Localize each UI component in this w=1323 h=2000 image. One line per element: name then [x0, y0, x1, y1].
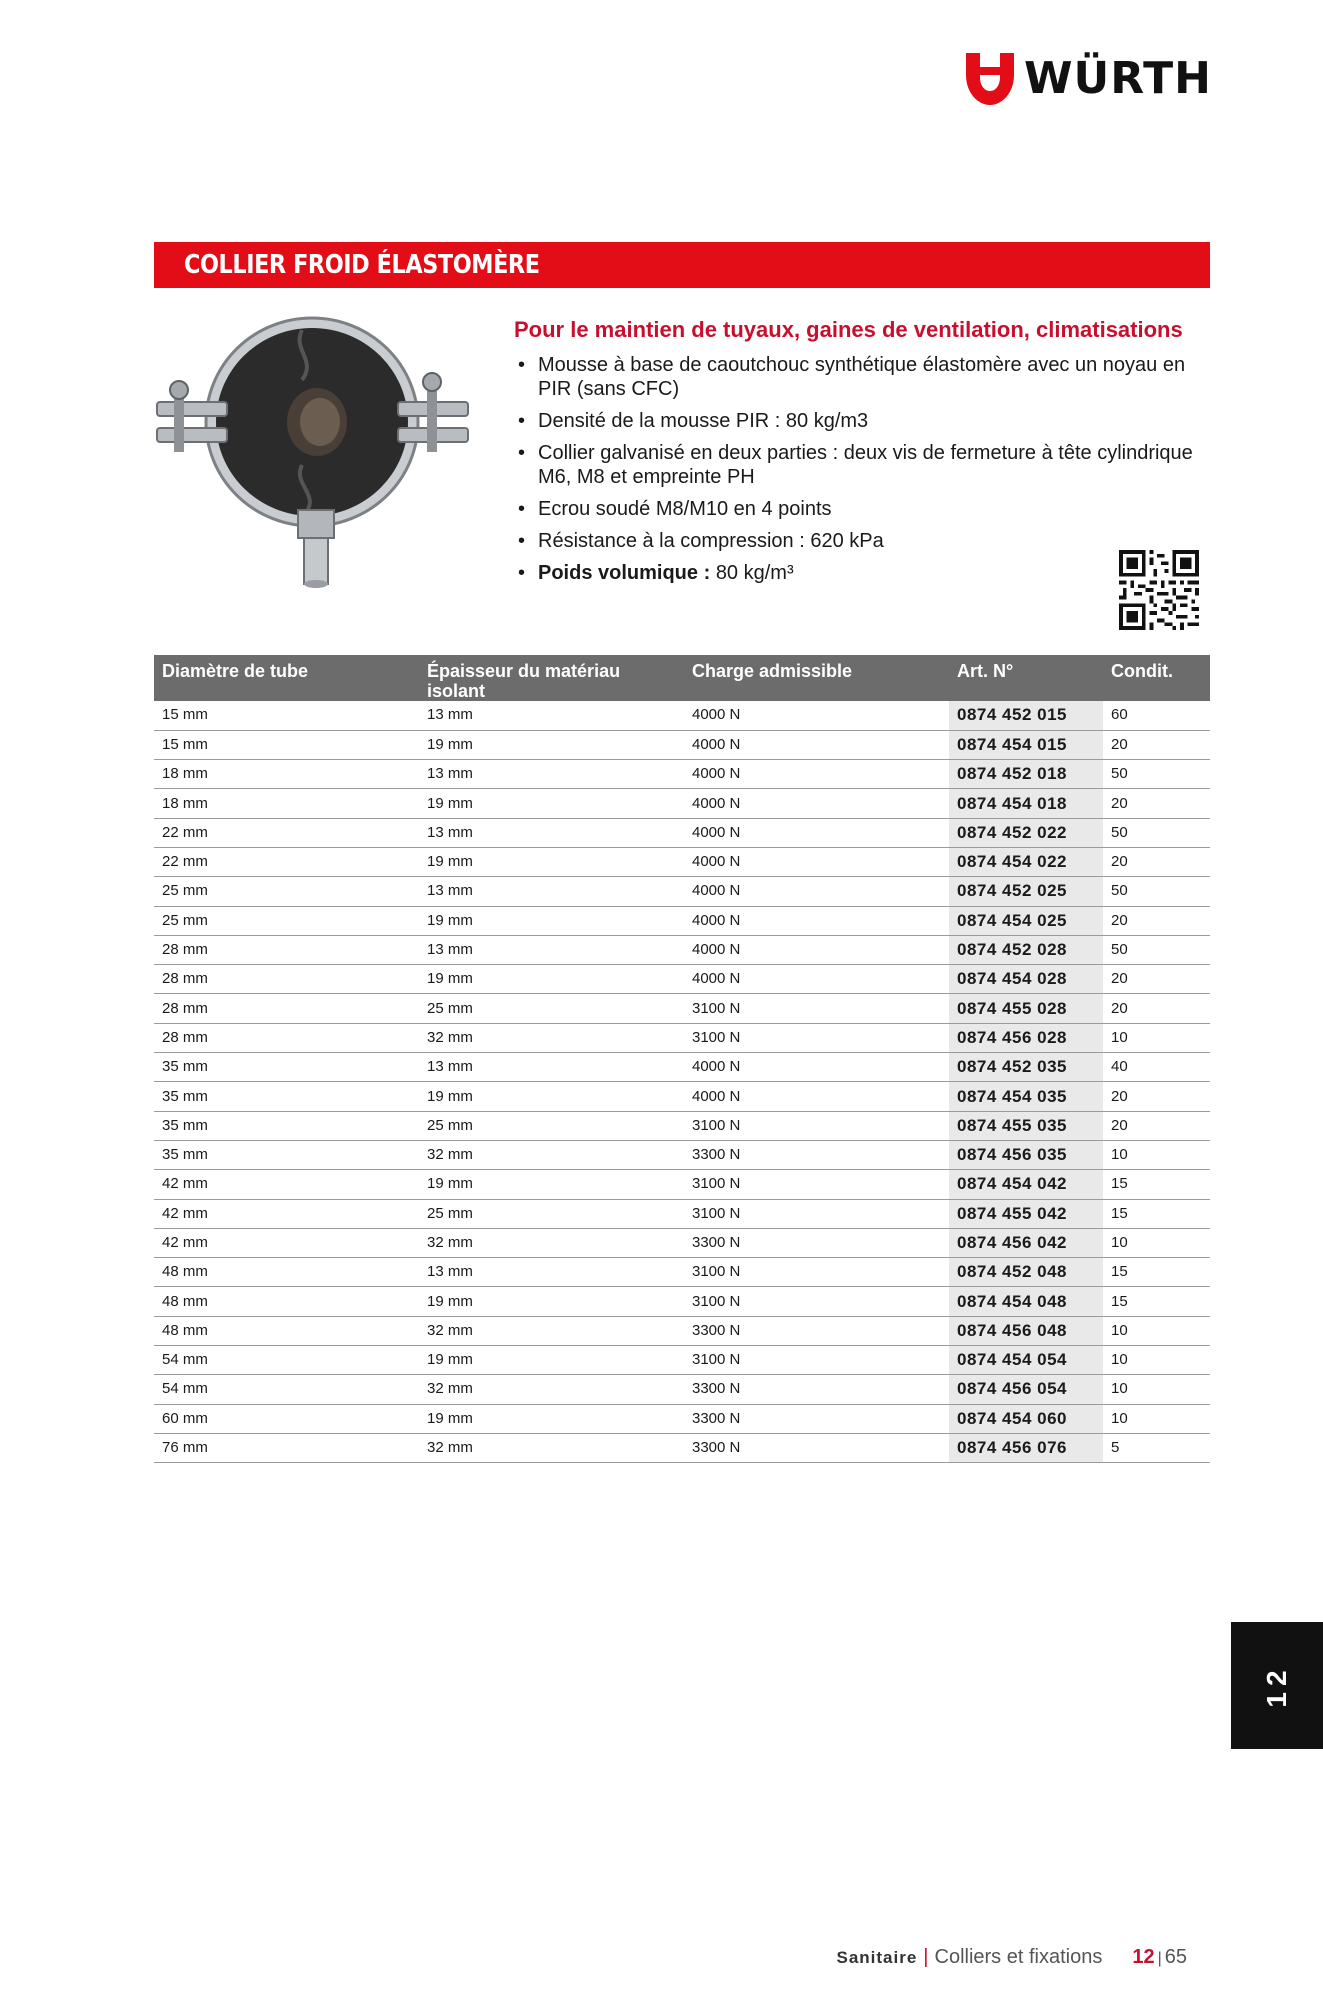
cell-thickness: 13 mm: [419, 701, 684, 730]
cell-thickness: 19 mm: [419, 730, 684, 759]
wurth-logo: [966, 52, 1212, 106]
cell-article-number: 0874 456 028: [949, 1023, 1103, 1052]
table-row: [154, 1023, 1210, 1052]
cell-thickness: 32 mm: [419, 1228, 684, 1257]
table-row: [154, 1258, 1210, 1287]
cell-thickness: 19 mm: [419, 1082, 684, 1111]
cell-load: 3100 N: [684, 1023, 949, 1052]
cell-diameter: 60 mm: [154, 1404, 419, 1433]
chapter-tab[interactable]: [1231, 1622, 1323, 1749]
cell-load: 4000 N: [684, 877, 949, 906]
footer-chapter: Colliers et fixations: [934, 1946, 1103, 1968]
cell-diameter: 35 mm: [154, 1053, 419, 1082]
cell-thickness: 19 mm: [419, 1287, 684, 1316]
section-header-bar: [154, 242, 1210, 288]
cell-packaging: 20: [1103, 1082, 1210, 1111]
cell-article-number: 0874 455 028: [949, 994, 1103, 1023]
cell-diameter: 42 mm: [154, 1199, 419, 1228]
feature-item: • Résistance à la compression : 620 kPa: [514, 529, 1204, 553]
cell-thickness: 32 mm: [419, 1433, 684, 1462]
table-row: [154, 701, 1210, 730]
cell-thickness: 19 mm: [419, 906, 684, 935]
cell-packaging: 50: [1103, 877, 1210, 906]
table-row: [154, 789, 1210, 818]
cell-packaging: 20: [1103, 730, 1210, 759]
table-row: [154, 1111, 1210, 1140]
cell-diameter: 28 mm: [154, 965, 419, 994]
cell-article-number: 0874 454 035: [949, 1082, 1103, 1111]
cell-diameter: 28 mm: [154, 994, 419, 1023]
table-row: [154, 1346, 1210, 1375]
cell-diameter: 54 mm: [154, 1346, 419, 1375]
footer-section: Sanitaire: [836, 1948, 918, 1967]
header-thickness: Épaisseur du matériau isolant: [419, 655, 684, 701]
cell-diameter: 25 mm: [154, 906, 419, 935]
cell-diameter: 35 mm: [154, 1140, 419, 1169]
cell-thickness: 13 mm: [419, 818, 684, 847]
header-load: Charge admissible: [684, 655, 949, 701]
cell-article-number: 0874 456 076: [949, 1433, 1103, 1462]
feature-item-weight: [514, 561, 1204, 585]
cell-thickness: 32 mm: [419, 1140, 684, 1169]
cell-article-number: 0874 456 048: [949, 1316, 1103, 1345]
cell-thickness: 32 mm: [419, 1023, 684, 1052]
table-row: [154, 1228, 1210, 1257]
cell-packaging: 15: [1103, 1170, 1210, 1199]
product-headline: Pour le maintien de tuyaux, gaines de ventilation, climatisations: [514, 317, 1183, 342]
cell-thickness: 25 mm: [419, 1111, 684, 1140]
header-packaging: Condit.: [1103, 655, 1210, 701]
cell-thickness: 19 mm: [419, 847, 684, 876]
cell-load: 4000 N: [684, 935, 949, 964]
cell-diameter: 18 mm: [154, 760, 419, 789]
table-body: [154, 701, 1210, 1463]
cell-thickness: 32 mm: [419, 1316, 684, 1345]
cell-packaging: 10: [1103, 1404, 1210, 1433]
header-article-number: Art. N°: [949, 655, 1103, 701]
table-row: [154, 1199, 1210, 1228]
cell-load: 4000 N: [684, 789, 949, 818]
cell-article-number: 0874 455 035: [949, 1111, 1103, 1140]
cell-thickness: 19 mm: [419, 1170, 684, 1199]
cell-packaging: 20: [1103, 789, 1210, 818]
cell-packaging: 20: [1103, 965, 1210, 994]
cell-article-number: 0874 454 022: [949, 847, 1103, 876]
cell-packaging: 15: [1103, 1287, 1210, 1316]
cell-article-number: 0874 452 025: [949, 877, 1103, 906]
cell-load: 3300 N: [684, 1375, 949, 1404]
feature-item: • Densité de la mousse PIR : 80 kg/m3: [514, 409, 1204, 433]
cell-load: 3100 N: [684, 1199, 949, 1228]
section-title: COLLIER FROID ÉLASTOMÈRE: [184, 250, 540, 280]
cell-packaging: 15: [1103, 1199, 1210, 1228]
footer-separator: |: [923, 1946, 929, 1968]
cell-article-number: 0874 454 018: [949, 789, 1103, 818]
cell-load: 4000 N: [684, 1053, 949, 1082]
feature-item: • Mousse à base de caoutchouc synthétique élastomère avec un noyau en PIR (sans CFC): [514, 353, 1204, 401]
cell-packaging: 10: [1103, 1346, 1210, 1375]
cell-packaging: 15: [1103, 1258, 1210, 1287]
cell-packaging: 10: [1103, 1140, 1210, 1169]
cell-article-number: 0874 454 025: [949, 906, 1103, 935]
cell-load: 3300 N: [684, 1404, 949, 1433]
table-row: [154, 877, 1210, 906]
cell-packaging: 50: [1103, 760, 1210, 789]
cell-article-number: 0874 452 018: [949, 760, 1103, 789]
cell-diameter: 22 mm: [154, 818, 419, 847]
header-diameter: Diamètre de tube: [154, 655, 419, 701]
cell-packaging: 5: [1103, 1433, 1210, 1462]
table-row: [154, 935, 1210, 964]
cell-diameter: 28 mm: [154, 1023, 419, 1052]
cell-diameter: 42 mm: [154, 1228, 419, 1257]
footer-page-number: 12: [1132, 1946, 1155, 1968]
feature-value: 80 kg/m³: [715, 562, 794, 584]
cell-article-number: 0874 452 015: [949, 701, 1103, 730]
feature-item: • Ecrou soudé M8/M10 en 4 points: [514, 497, 1204, 521]
cell-article-number: 0874 452 048: [949, 1258, 1103, 1287]
pipe-clamp-image: [152, 310, 492, 590]
cell-load: 4000 N: [684, 701, 949, 730]
footer-page-separator: |: [1157, 1950, 1162, 1967]
cell-thickness: 13 mm: [419, 935, 684, 964]
cell-load: 4000 N: [684, 818, 949, 847]
cell-diameter: 22 mm: [154, 847, 419, 876]
cell-article-number: 0874 456 042: [949, 1228, 1103, 1257]
cell-diameter: 28 mm: [154, 935, 419, 964]
cell-packaging: 20: [1103, 1111, 1210, 1140]
cell-article-number: 0874 456 035: [949, 1140, 1103, 1169]
page-footer: [836, 1946, 1187, 1969]
cell-thickness: 32 mm: [419, 1375, 684, 1404]
wurth-logo-icon: [966, 53, 1014, 105]
cell-thickness: 13 mm: [419, 760, 684, 789]
cell-load: 4000 N: [684, 847, 949, 876]
cell-article-number: 0874 455 042: [949, 1199, 1103, 1228]
cell-diameter: 48 mm: [154, 1316, 419, 1345]
qr-code-icon[interactable]: [1118, 550, 1200, 630]
cell-load: 3100 N: [684, 994, 949, 1023]
cell-load: 3100 N: [684, 1170, 949, 1199]
cell-packaging: 10: [1103, 1316, 1210, 1345]
cell-load: 3300 N: [684, 1140, 949, 1169]
table-row: [154, 818, 1210, 847]
cell-diameter: 15 mm: [154, 730, 419, 759]
cell-article-number: 0874 452 022: [949, 818, 1103, 847]
cell-packaging: 10: [1103, 1023, 1210, 1052]
table-row: [154, 1082, 1210, 1111]
cell-packaging: 10: [1103, 1375, 1210, 1404]
cell-thickness: 19 mm: [419, 1404, 684, 1433]
cell-load: 3100 N: [684, 1287, 949, 1316]
table-row: [154, 1170, 1210, 1199]
cell-article-number: 0874 454 048: [949, 1287, 1103, 1316]
cell-thickness: 19 mm: [419, 789, 684, 818]
feature-item: • Collier galvanisé en deux parties : deux vis de fermeture à tête cylindrique M6, M8 et empreinte PH: [514, 441, 1204, 489]
table-header-row: [154, 655, 1210, 701]
cell-load: 4000 N: [684, 760, 949, 789]
footer-page-total: 65: [1164, 1946, 1187, 1968]
cell-thickness: 13 mm: [419, 1053, 684, 1082]
table-row: [154, 1287, 1210, 1316]
cell-article-number: 0874 452 035: [949, 1053, 1103, 1082]
table-row: [154, 994, 1210, 1023]
table-row: [154, 1375, 1210, 1404]
cell-packaging: 20: [1103, 994, 1210, 1023]
cell-diameter: 76 mm: [154, 1433, 419, 1462]
cell-load: 3300 N: [684, 1433, 949, 1462]
cell-packaging: 50: [1103, 818, 1210, 847]
cell-load: 4000 N: [684, 1082, 949, 1111]
cell-thickness: 19 mm: [419, 1346, 684, 1375]
cell-load: 4000 N: [684, 730, 949, 759]
cell-article-number: 0874 454 042: [949, 1170, 1103, 1199]
product-description: [514, 316, 1204, 593]
cell-packaging: 20: [1103, 906, 1210, 935]
cell-packaging: 50: [1103, 935, 1210, 964]
cell-load: 3100 N: [684, 1111, 949, 1140]
table-row: [154, 730, 1210, 759]
cell-article-number: 0874 454 015: [949, 730, 1103, 759]
cell-load: 3300 N: [684, 1228, 949, 1257]
cell-diameter: 42 mm: [154, 1170, 419, 1199]
table-row: [154, 1404, 1210, 1433]
feature-list: [514, 353, 1204, 585]
cell-packaging: 40: [1103, 1053, 1210, 1082]
cell-article-number: 0874 454 060: [949, 1404, 1103, 1433]
cell-load: 3100 N: [684, 1258, 949, 1287]
cell-packaging: 10: [1103, 1228, 1210, 1257]
cell-diameter: 48 mm: [154, 1258, 419, 1287]
cell-load: 4000 N: [684, 965, 949, 994]
table-row: [154, 965, 1210, 994]
brand-name: WÜRTH: [1024, 53, 1213, 104]
cell-diameter: 25 mm: [154, 877, 419, 906]
cell-article-number: 0874 452 028: [949, 935, 1103, 964]
chapter-tab-label: 12: [1261, 1663, 1292, 1708]
table-row: [154, 847, 1210, 876]
cell-thickness: 25 mm: [419, 1199, 684, 1228]
table-row: [154, 906, 1210, 935]
cell-packaging: 20: [1103, 847, 1210, 876]
cell-diameter: 18 mm: [154, 789, 419, 818]
table-row: [154, 760, 1210, 789]
cell-diameter: 54 mm: [154, 1375, 419, 1404]
cell-load: 3100 N: [684, 1346, 949, 1375]
cell-article-number: 0874 454 028: [949, 965, 1103, 994]
cell-diameter: 48 mm: [154, 1287, 419, 1316]
cell-thickness: 13 mm: [419, 877, 684, 906]
table-row: [154, 1433, 1210, 1462]
table-row: [154, 1053, 1210, 1082]
feature-label: Poids volumique :: [538, 562, 711, 584]
table-row: [154, 1316, 1210, 1345]
table-row: [154, 1140, 1210, 1169]
cell-load: 3300 N: [684, 1316, 949, 1345]
cell-article-number: 0874 456 054: [949, 1375, 1103, 1404]
product-table: [154, 655, 1210, 1463]
cell-article-number: 0874 454 054: [949, 1346, 1103, 1375]
cell-packaging: 60: [1103, 701, 1210, 730]
cell-thickness: 25 mm: [419, 994, 684, 1023]
cell-thickness: 13 mm: [419, 1258, 684, 1287]
cell-diameter: 15 mm: [154, 701, 419, 730]
cell-load: 4000 N: [684, 906, 949, 935]
cell-diameter: 35 mm: [154, 1082, 419, 1111]
cell-diameter: 35 mm: [154, 1111, 419, 1140]
cell-thickness: 19 mm: [419, 965, 684, 994]
